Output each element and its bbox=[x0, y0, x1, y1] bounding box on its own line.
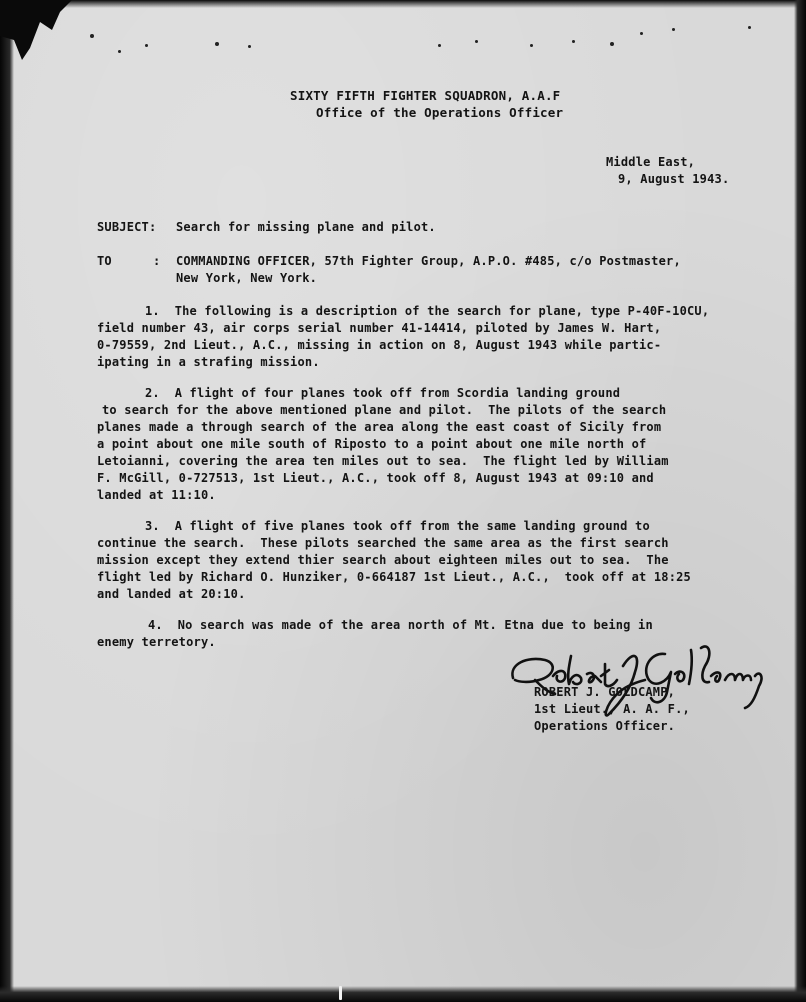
scan-edge-bottom bbox=[0, 986, 806, 1002]
signature-title: Operations Officer. bbox=[534, 719, 676, 733]
paragraph-line: field number 43, air corps serial number 41-14414, piloted by James W. Hart, bbox=[97, 321, 662, 335]
scan-speck bbox=[748, 26, 751, 29]
letterhead-line-1: SIXTY FIFTH FIGHTER SQUADRON, A.A.F bbox=[290, 88, 561, 103]
corner-tear-mark bbox=[0, 0, 90, 70]
scan-speck bbox=[640, 32, 643, 35]
scan-edge-right bbox=[794, 0, 806, 1002]
paragraph-line: Letoianni, covering the area ten miles out to sea. The flight led by William bbox=[97, 454, 669, 468]
scan-speck bbox=[339, 986, 342, 1000]
paragraph-line: 1. The following is a description of the search for plane, type P-40F-10CU, bbox=[145, 304, 710, 318]
to-line-1: COMMANDING OFFICER, 57th Fighter Group, A.P.O. #485, c/o Postmaster, bbox=[176, 254, 681, 268]
scan-speck bbox=[90, 34, 94, 38]
scan-speck bbox=[215, 42, 219, 46]
dateline-place: Middle East, bbox=[606, 155, 696, 169]
to-label: TO bbox=[97, 254, 112, 268]
scan-speck bbox=[118, 50, 121, 53]
paragraph-line: a point about one mile south of Riposto to a point about one mile north of bbox=[97, 437, 647, 451]
scan-speck bbox=[572, 40, 575, 43]
paragraph-line: ipating in a strafing mission. bbox=[97, 355, 320, 369]
letterhead-line-2: Office of the Operations Officer bbox=[316, 105, 564, 120]
scan-edge-left bbox=[0, 0, 14, 1002]
paragraph-line: to search for the above mentioned plane and pilot. The pilots of the search bbox=[102, 403, 667, 417]
dateline-date: 9, August 1943. bbox=[618, 172, 730, 186]
scan-speck bbox=[530, 44, 533, 47]
paragraph-line: 2. A flight of four planes took off from Scordia landing ground bbox=[145, 386, 621, 400]
paragraph-line: and landed at 20:10. bbox=[97, 587, 246, 601]
paragraph-line: F. McGill, 0-727513, 1st Lieut., A.C., took off 8, August 1943 at 09:10 and bbox=[97, 471, 654, 485]
scan-edge-top bbox=[0, 0, 806, 8]
paragraph-line: planes made a through search of the area along the east coast of Sicily from bbox=[97, 420, 662, 434]
paragraph-line: flight led by Richard O. Hunziker, 0-664187 1st Lieut., A.C., took off at 18:25 bbox=[97, 570, 691, 584]
scan-speck bbox=[438, 44, 441, 47]
paragraph-line: landed at 11:10. bbox=[97, 488, 216, 502]
scan-speck bbox=[248, 45, 251, 48]
paragraph-line: enemy terretory. bbox=[97, 635, 216, 649]
scan-speck bbox=[672, 28, 675, 31]
scan-speck bbox=[145, 44, 148, 47]
paragraph-line: 0-79559, 2nd Lieut., A.C., missing in action on 8, August 1943 while partic- bbox=[97, 338, 662, 352]
to-line-2: New York, New York. bbox=[176, 271, 318, 285]
paragraph-line: 3. A flight of five planes took off from the same landing ground to bbox=[145, 519, 650, 533]
to-colon: : bbox=[153, 254, 161, 268]
signature-rank: 1st Lieut., A. A. F., bbox=[534, 702, 690, 716]
paragraph-line: mission except they extend thier search about eighteen miles out to sea. The bbox=[97, 553, 669, 567]
paragraph-line: continue the search. These pilots searched the same area as the first search bbox=[97, 536, 669, 550]
scan-speck bbox=[610, 42, 614, 46]
signature-name: ROBERT J. GOLDCAMP, bbox=[534, 685, 676, 699]
scan-speck bbox=[475, 40, 478, 43]
paragraph-line: 4. No search was made of the area north of Mt. Etna due to being in bbox=[148, 618, 653, 632]
subject-label: SUBJECT: bbox=[97, 220, 157, 234]
subject-text: Search for missing plane and pilot. bbox=[176, 220, 436, 234]
